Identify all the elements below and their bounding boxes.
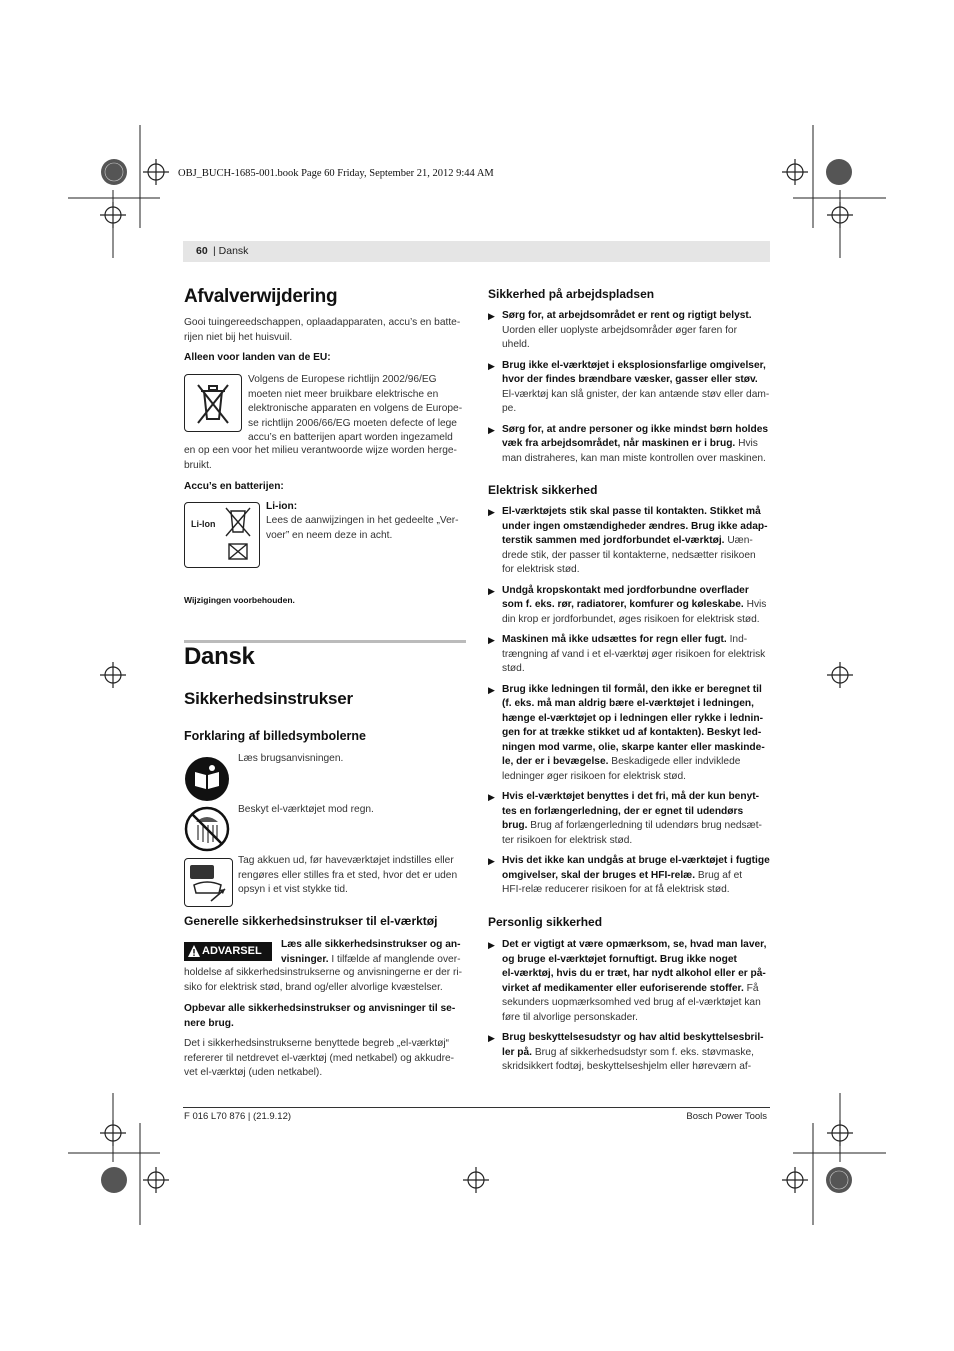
list-item: ▶ Brug ikke ledningen til formål, den ikke er beregnet til (f. eks. må man aldrig bære el-værktøjet i ledningen, hænge el-værktøjet op i ledningen eller rykke i lednin- gen for at trække stikket ud af kontakten). Beskyt led- ningen mod varme, olie, skarpe kanter eller maskinde- le, der er i bevægelse. Beskadigede eller indviklede ledninger øger risikoen for elektrisk stød. — [488, 683, 765, 782]
term-definition: Det i sikkerhedsinstrukserne benyttede begreb „el-værktøj“ refererer til netdrevet el-værktøj (med netkabel) og akkudre- vet el-værktøj (uden netkabel). — [184, 1038, 455, 1078]
list-item: ▶ Hvis det ikke kan undgås at bruge el-værktøjet i fugtige omgivelser, skal der bruges et HFI-relæ. Brug af et HFI-relæ reducerer risikoen for at få elektrisk stød. — [488, 855, 770, 895]
li-ion-label: Li-ion: — [266, 501, 298, 512]
symbol-read-manual-text: Læs brugsanvisningen. — [238, 753, 344, 764]
batteries-label: Accu’s en batterijen: — [184, 481, 284, 492]
list-item: ▶ Det er vigtigt at være opmærksom, se, hvad man laver, og bruge el-værktøjet fornuftigt. Brug ikke noget el-værktøj, hvis du er træt, har nydt alkohol eller er på- virket af medikamenter eller euforiserende stoffer. Få sekunders uopmærksomhed ved brug af el-værktøjet kan føre til alvorlige personskader. — [488, 939, 767, 1023]
warning-icon — [188, 945, 200, 957]
personal-safety-title: Personlig sikkerhed — [488, 915, 603, 929]
changes-note: Wijzigingen voorbehouden. — [184, 595, 295, 605]
electrical-safety-title: Elektrisk sikkerhed — [488, 483, 598, 497]
footer-rule — [183, 1107, 770, 1108]
footer-brand: Bosch Power Tools — [686, 1111, 767, 1122]
weee-icon — [184, 374, 242, 432]
electrical-safety-list — [488, 505, 772, 898]
list-item: ▶ Sørg for, at andre personer og ikke mindst børn holdes væk fra arbejdsområdet, når maskinen er i brug. Hvis man distraheres, kan man miste kontrollen over maskinen. — [488, 423, 769, 464]
remove-battery-icon — [184, 858, 233, 907]
list-item: ▶ Sørg for, at arbejdsområdet er rent og rigtigt belyst. Uorden eller uoplyste arbejdsområder øger faren for uheld. — [488, 310, 752, 350]
list-item: ▶ El-værktøjets stik skal passe til kontakten. Stikket må under ingen omstændigheder ændres. Brug ikke adap- terstik sammen med jordforbundet el-værktøj. Uæn- drede stik, der passer til kontakterne, nedsætter risikoen for elektrisk stød. — [488, 506, 768, 575]
no-rain-icon — [184, 806, 230, 852]
general-safety-title: Generelle sikkerhedsinstrukser til el-værktøj — [184, 914, 438, 928]
afval-intro: Gooi tuingereedschappen, oplaadapparaten, accu’s en batte- rijen niet bij het huisvuil. — [184, 317, 461, 343]
warning-badge: ADVARSEL — [184, 942, 272, 961]
safety-title: Sikkerhedsinstrukser — [184, 689, 353, 708]
page-number: 60 — [196, 245, 208, 257]
read-manual-icon — [184, 756, 230, 802]
eu-text: Volgens de Europese richtlijn 2002/96/EG moeten niet meer bruikbare elektrische en elektronische apparaten en volgens de Europe- se richtlijn 2006/66/EG moeten defecte of lege accu’s en batterijen apart worden ingezameld — [248, 374, 463, 443]
list-item: ▶ Maskinen må ikke udsættes for regn eller fugt. Ind- trængning af vand i et el-værktøj øger risikoen for elektrisk stød. — [488, 634, 766, 674]
li-ion-recycling-icon: Li-Ion — [184, 502, 260, 568]
afval-title: Afvalverwijdering — [184, 286, 338, 307]
symbol-no-rain-text: Beskyt el-værktøjet mod regn. — [238, 804, 374, 815]
list-item: ▶ Brug beskyttelsesudstyr og hav altid beskyttelsesbril- ler på. Brug af sikkerhedsudstyr som f. eks. støvmaske, skridsikkert fodtøj, beskyttelseshjelm eller høreværn af- — [488, 1032, 764, 1072]
footer-code: F 016 L70 876 | (21.9.12) — [184, 1111, 292, 1122]
print-header: OBJ_BUCH-1685-001.book Page 60 Friday, September 21, 2012 9:44 AM — [178, 168, 494, 179]
page-header-bar — [183, 241, 770, 262]
li-ion-text: Lees de aanwijzingen in het gedeelte „Ver- voer” en neem deze in acht. — [266, 515, 459, 541]
personal-safety-list — [488, 938, 772, 1075]
list-item: ▶ Hvis el-værktøjet benyttes i det fri, må der kun benyt- tes en forlængerledning, der er egnet til udendørs brug. Brug af forlængerledning til udendørs brug nedsæt- ter risikoen for elektrisk stød. — [488, 791, 762, 846]
section-name: | Dansk — [213, 245, 249, 257]
warning-text-continued: holdelse af sikkerhedsinstrukserne og anvisningerne er der ri- siko for elektrisk stød, brand og/eller alvorlige kvæstelser. — [184, 967, 463, 993]
list-item: ▶ Brug ikke el-værktøjet i eksplosionsfarlige omgivelser, hvor der findes brændbare væsker, gasser eller støv. El-værktøj kan slå gnister, der kan antænde støv eller dam- pe. — [488, 359, 770, 414]
work-area-title: Sikkerhed på arbejdspladsen — [488, 287, 655, 301]
work-area-list — [488, 309, 772, 466]
symbols-title: Forklaring af billedsymbolerne — [184, 729, 366, 743]
symbol-remove-battery-text: Tag akkuen ud, før haveværktøjet indstilles eller rengøres eller stilles fra et sted, hvor det er uden opsyn i et vist stykke tid. — [238, 855, 458, 895]
eu-label: Alleen voor landen van de EU: — [184, 352, 331, 363]
eu-text-continued: en op een voor het milieu verantwoorde wijze worden herge- bruikt. — [184, 445, 457, 471]
list-item: ▶ Undgå kropskontakt med jordforbundne overflader som f. eks. rør, radiatorer, komfurer og køleskabe. Hvis din krop er jordforbundet, øges risikoen for elektrisk stød. — [488, 584, 767, 625]
keep-instructions: Opbevar alle sikkerhedsinstrukser og anvisninger til se- nere brug. — [184, 1003, 456, 1029]
warning-text: Læs alle sikkerhedsinstrukser og an- visninger. I tilfælde af manglende over- — [281, 939, 461, 965]
dansk-title: Dansk — [184, 643, 255, 670]
